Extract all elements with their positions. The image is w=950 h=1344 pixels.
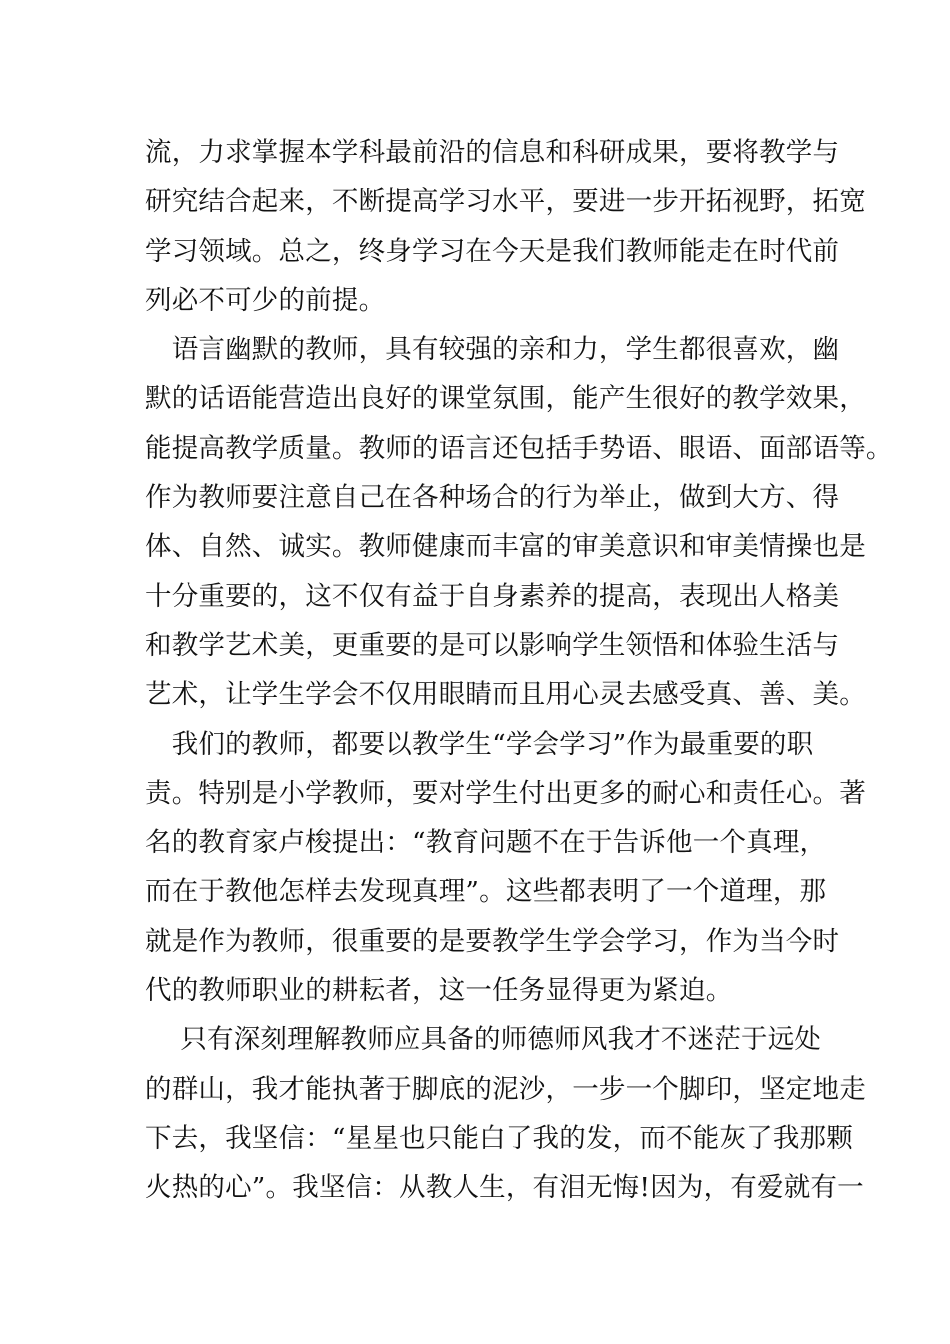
- paragraph-2: [145, 325, 893, 719]
- text-line: 学习领域。总之，终身学习在今天是我们教师能走在时代前: [145, 235, 840, 267]
- text-line: 默的话语能营造出良好的课堂氛围，能产生很好的教学效果，: [145, 383, 866, 415]
- text-line: 体、自然、诚实。教师健康而丰富的审美意识和审美情操也是: [145, 531, 866, 563]
- text-line: 的群山，我才能执著于脚底的泥沙，一步一个脚印，坚定地走: [145, 1073, 866, 1105]
- text-line: 就是作为教师，很重要的是要教学生学会学习，作为当今时: [145, 925, 840, 957]
- text-line: 作为教师要注意自己在各种场合的行为举止，做到大方、得: [145, 482, 840, 514]
- text-line: 名的教育家卢梭提出：“教育问题不在于告诉他一个真理，: [145, 827, 827, 859]
- text-line: 语言幽默的教师，具有较强的亲和力，学生都很喜欢，幽: [145, 334, 840, 366]
- text-line: 我们的教师，都要以教学生“学会学习”作为最重要的职: [145, 728, 814, 760]
- text-line: 代的教师职业的耕耘者，这一任务显得更为紧迫。: [145, 975, 733, 1007]
- text-line: 艺术，让学生学会不仅用眼睛而且用心灵去感受真、善、美。: [145, 679, 866, 711]
- text-line: 研究结合起来，不断提高学习水平，要进一步开拓视野，拓宽: [145, 186, 866, 218]
- text-line: 列必不可少的前提。: [145, 284, 386, 316]
- text-line: 而在于教他怎样去发现真理”。这些都表明了一个道理，那: [145, 876, 827, 908]
- document-body: [145, 128, 893, 1213]
- paragraph-3: [145, 720, 866, 1016]
- text-line: 只有深刻理解教师应具备的师德师风我才不迷茫于远处: [145, 1024, 822, 1056]
- text-line: 十分重要的，这不仅有益于自身素养的提高，表现出人格美: [145, 580, 840, 612]
- text-line: 和教学艺术美，更重要的是可以影响学生领悟和体验生活与: [145, 629, 840, 661]
- text-line: 火热的心”。我坚信：从教人生，有泪无悔!因为，有爱就有一: [145, 1172, 864, 1204]
- paragraph-4: [145, 1015, 866, 1212]
- text-line: 流，力求掌握本学科最前沿的信息和科研成果，要将教学与: [145, 137, 840, 168]
- text-line: 能提高教学质量。教师的语言还包括手势语、眼语、面部语等。: [145, 432, 893, 464]
- paragraph-1: [145, 128, 866, 325]
- text-line: 责。特别是小学教师，要对学生付出更多的耐心和责任心。著: [145, 777, 866, 809]
- text-line: 下去，我坚信：“星星也只能白了我的发，而不能灰了我那颗: [145, 1122, 853, 1154]
